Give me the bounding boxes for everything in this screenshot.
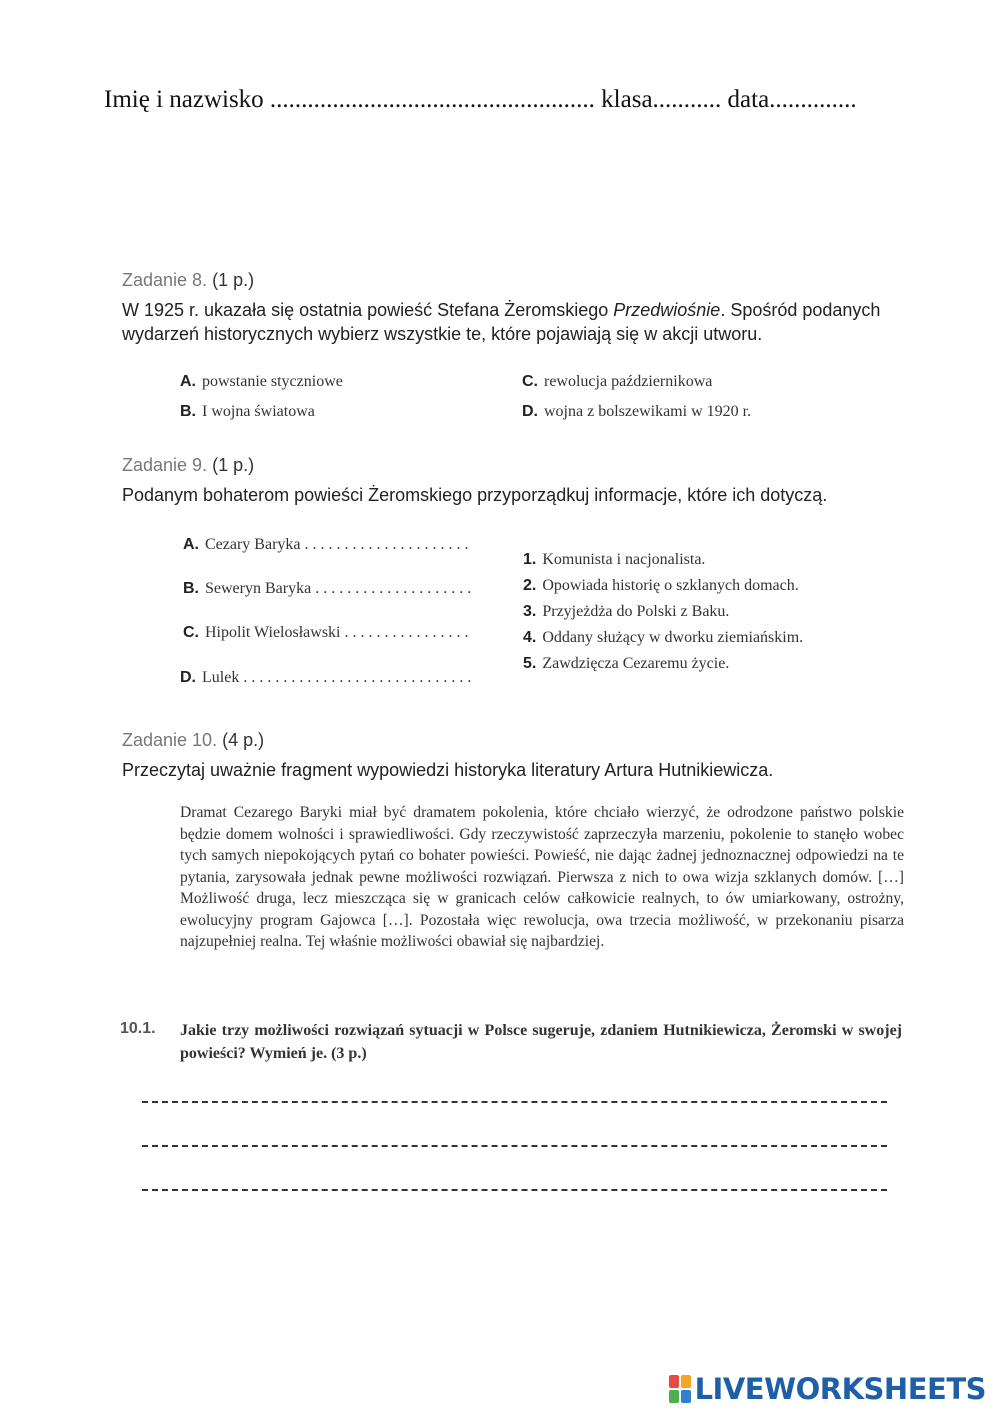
subtask-10-1-question: Jakie trzy możliwości rozwiązań sytuacji w Polsce sugeruje, zdaniem Hutnikiewicza, Żeromski w swojej powieści? Wymień je. (3 p.) xyxy=(180,1022,902,1062)
task9-heading xyxy=(122,455,254,476)
option-letter: C. xyxy=(522,373,538,390)
task8-instruction xyxy=(122,298,904,346)
task10-quote: Dramat Cezarego Baryki miał być dramatem pokolenia, które chciało wierzyć, że odrodzone państwo polskie będzie domem wolności i sprawiedliwości. Gdy rzeczywistość zaprzeczyła marzeniu, pokolenie to stanęło wobec tych samych niepokojących pytań co bohater powieści. Powieść, nie dając żadnej jednoznacznej odpowiedzi na te pytania, zarysowała jednak pewne możliwości rozwiązań. Pierwsza z nich to owa wizja szklanych domów. […] Możliwość druga, lecz mieszcząca się w granicach celów całkowicie realnych, to ów umiarkowany, ostrożny, ewolucyjny program Gajowca […]. Pozostała więc rewolucja, owa trzecia możliwość, w przekonaniu pisarza najzupełniej realna. Tej właśnie możliwości obawiał się najbardziej. xyxy=(180,804,904,950)
character-letter: A. xyxy=(183,536,199,553)
task8-title-italic: Przedwiośnie xyxy=(613,300,721,320)
task9-character-a[interactable] xyxy=(183,536,469,554)
info-number: 5. xyxy=(523,655,537,672)
task8-label: Zadanie 8. xyxy=(122,270,208,290)
task9-character-b[interactable] xyxy=(183,580,471,598)
task9-character-c[interactable] xyxy=(183,624,469,642)
logo-square xyxy=(681,1375,691,1388)
task9-instruction: Podanym bohaterom powieści Żeromskiego przyporządkuj informacje, które ich dotyczą. xyxy=(122,485,828,505)
task8-text-before: W 1925 r. ukazała się ostatnia powieść Stefana Żeromskiego xyxy=(122,300,614,320)
option-text: rewolucja październikowa xyxy=(544,373,713,390)
info-text: Oddany służący w dworku ziemiańskim. xyxy=(542,629,804,646)
logo-text: LIVEWORKSHEETS xyxy=(694,1372,986,1406)
subtask-10-1-number: 10.1. xyxy=(120,1020,156,1037)
task9-info-3 xyxy=(523,603,729,621)
character-letter: D. xyxy=(180,669,196,686)
info-text: Opowiada historię o szklanych domach. xyxy=(542,577,799,594)
info-text: Przyjeżdża do Polski z Baku. xyxy=(542,603,730,620)
character-text: Seweryn Baryka . . . . . . . . . . . . . . . . . . . . xyxy=(205,580,472,597)
task9-info-2 xyxy=(523,577,799,595)
task9-info-5 xyxy=(523,655,729,673)
task10-label: Zadanie 10. xyxy=(122,730,218,750)
option-letter: D. xyxy=(522,403,538,420)
answer-line-3[interactable] xyxy=(142,1189,887,1191)
info-number: 4. xyxy=(523,629,537,646)
task9-character-d[interactable] xyxy=(180,669,471,687)
task10-instruction: Przeczytaj uważnie fragment wypowiedzi historyka literatury Artura Hutnikiewicza. xyxy=(122,760,774,780)
option-text: powstanie styczniowe xyxy=(202,373,343,390)
logo-mark-icon xyxy=(669,1375,691,1403)
task9-label: Zadanie 9. xyxy=(122,455,208,475)
task10-points: (4 p.) xyxy=(222,730,265,750)
task8-option-d[interactable] xyxy=(522,403,751,421)
task10-heading xyxy=(122,730,264,751)
character-text: Cezary Baryka . . . . . . . . . . . . . . . . . . . . . xyxy=(205,536,469,553)
student-info-header: Imię i nazwisko .................................................... klasa........... data.............. xyxy=(104,86,857,113)
option-text: I wojna światowa xyxy=(202,403,315,420)
character-text: Hipolit Wielosławski . . . . . . . . . . . . . . . . xyxy=(205,624,469,641)
task9-points: (1 p.) xyxy=(212,455,255,475)
option-letter: A. xyxy=(180,373,196,390)
option-text: wojna z bolszewikami w 1920 r. xyxy=(544,403,752,420)
info-number: 3. xyxy=(523,603,537,620)
character-text: Lulek . . . . . . . . . . . . . . . . . . . . . . . . . . . . . xyxy=(202,669,472,686)
task8-option-a[interactable] xyxy=(180,373,343,391)
task8-option-b[interactable] xyxy=(180,403,315,421)
info-number: 2. xyxy=(523,577,537,594)
task8-text-after: . Spośród podanych wydarzeń historycznych wybierz wszystkie te, które pojawiają się w akcji utworu. xyxy=(122,300,881,344)
logo-square xyxy=(669,1375,679,1388)
task8-heading xyxy=(122,270,254,291)
task8-points: (1 p.) xyxy=(212,270,255,290)
info-text: Komunista i nacjonalista. xyxy=(542,551,706,568)
info-number: 1. xyxy=(523,551,537,568)
liveworksheets-logo xyxy=(669,1372,986,1406)
info-text: Zawdzięcza Cezaremu życie. xyxy=(542,655,730,672)
logo-square xyxy=(669,1390,679,1403)
answer-line-1[interactable] xyxy=(142,1101,887,1103)
character-letter: C. xyxy=(183,624,199,641)
answer-line-2[interactable] xyxy=(142,1145,887,1147)
task9-info-4 xyxy=(523,629,803,647)
task9-info-1 xyxy=(523,551,705,569)
character-letter: B. xyxy=(183,580,199,597)
option-letter: B. xyxy=(180,403,196,420)
task8-option-c[interactable] xyxy=(522,373,712,391)
logo-square xyxy=(681,1390,691,1403)
